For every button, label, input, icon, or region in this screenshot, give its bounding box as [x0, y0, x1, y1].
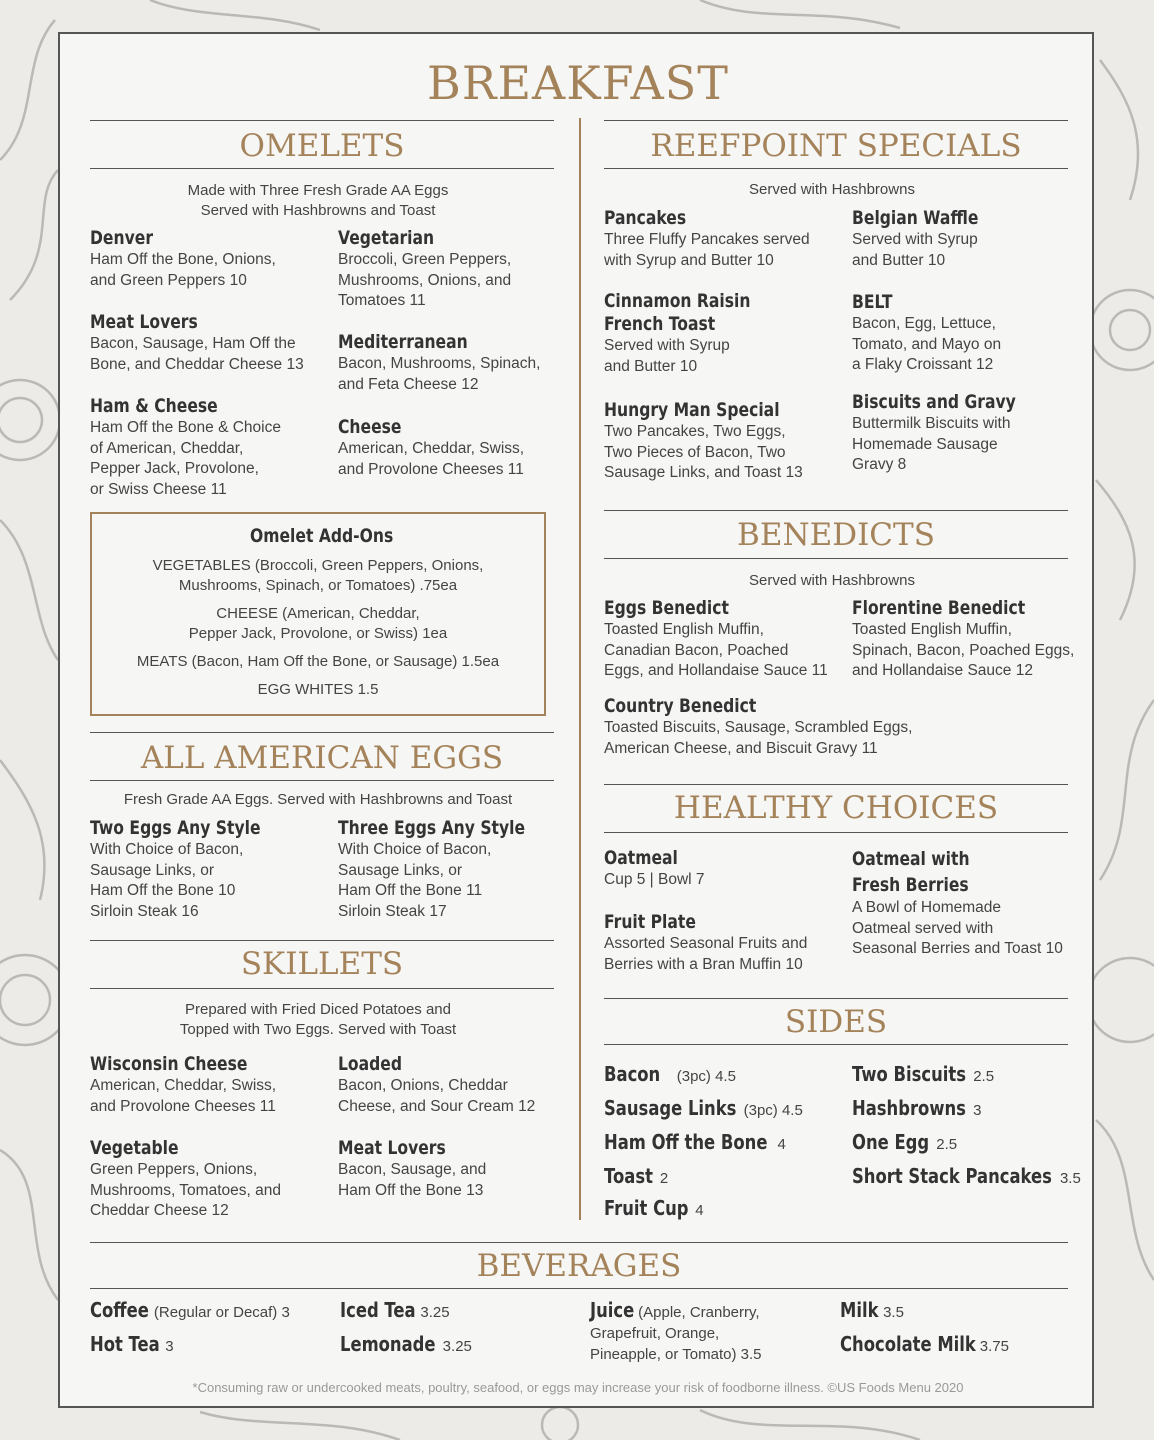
omelet-addons-box [90, 512, 546, 716]
item-desc: Toasted English Muffin, Spinach, Bacon, Poached Eggs, and Hollandaise Sauce 12 [852, 621, 1075, 679]
beverage-item [840, 1298, 904, 1322]
item-desc: Buttermilk Biscuits with Homemade Sausage Gravy 8 [852, 415, 1011, 473]
item-name: Ham & Cheese [90, 395, 218, 417]
side-item [604, 1196, 704, 1220]
item-name: Eggs Benedict [604, 597, 729, 619]
menu-title: BREAKFAST [427, 56, 729, 110]
beverage-name: Milk [840, 1298, 879, 1322]
side-name: Two Biscuits [852, 1062, 967, 1086]
addon-line: VEGETABLES (Broccoli, Green Peppers, Onions, Mushrooms, Spinach, or Tomatoes) .75ea [152, 557, 484, 594]
addon-line: CHEESE (American, Cheddar, Pepper Jack, Provolone, or Swiss) 1ea [188, 605, 448, 642]
item-name: Biscuits and Gravy [852, 391, 1016, 413]
menu-item [604, 290, 844, 377]
side-item [604, 1096, 803, 1120]
beverage-item [90, 1332, 174, 1356]
item-desc: Bacon, Onions, Cheddar Cheese, and Sour Cream 12 [338, 1077, 536, 1115]
beverage-item [340, 1298, 450, 1322]
item-name: Meat Lovers [338, 1137, 446, 1159]
specials-heading: REEFPOINT SPECIALS [650, 128, 1022, 164]
item-desc: Ham Off the Bone & Choice of American, Cheddar, Pepper Jack, Provolone, or Swiss Cheese 11 [90, 419, 281, 498]
side-item [852, 1096, 981, 1120]
beverage-price: 3.5 [878, 1304, 904, 1321]
footer-disclaimer: *Consuming raw or undercooked meats, poultry, seafood, or eggs may increase your risk of foodborne illness. ©US Foods Menu 2020 [192, 1380, 964, 1395]
item-name: Cheese [338, 416, 402, 438]
benedicts-heading: BENEDICTS [737, 517, 935, 553]
item-name: Meat Lovers [90, 311, 198, 333]
item-name: Loaded [338, 1053, 403, 1075]
section-rule [90, 780, 554, 781]
beverage-name: Iced Tea [340, 1298, 416, 1322]
beverage-name: Juice [590, 1298, 635, 1322]
side-item [852, 1062, 994, 1086]
side-item [604, 1062, 736, 1086]
side-name: Bacon [604, 1062, 661, 1086]
beverage-item [340, 1332, 472, 1356]
menu-item [604, 694, 1064, 759]
item-desc: With Choice of Bacon, Sausage Links, or Ham Off the Bone 11 Sirloin Steak 17 [338, 841, 492, 920]
menu-item [338, 1052, 568, 1117]
side-price: (3pc) 4.5 [739, 1102, 803, 1119]
benedicts-note: Served with Hashbrowns [749, 572, 915, 589]
menu-item [90, 310, 330, 375]
section-rule [604, 1044, 1068, 1045]
item-name: Oatmeal [604, 847, 678, 869]
menu-item [338, 226, 568, 312]
item-name: BELT [852, 291, 893, 313]
beverage-item [840, 1332, 1009, 1356]
item-name: Wisconsin Cheese [90, 1053, 248, 1075]
side-name: Short Stack Pancakes [852, 1164, 1052, 1188]
beverage-price: 3 [161, 1338, 174, 1355]
side-price: 4 [773, 1136, 786, 1153]
item-name: Country Benedict [604, 695, 757, 717]
section-rule [90, 1288, 1068, 1289]
american-eggs-heading: ALL AMERICAN EGGS [140, 740, 504, 776]
beverage-item [90, 1298, 290, 1322]
beverage-price: 3.25 [416, 1304, 450, 1321]
item-name: Three Eggs Any Style [338, 817, 526, 839]
item-desc: Bacon, Mushrooms, Spinach, and Feta Cheese 12 [338, 355, 541, 393]
item-name: Vegetable [90, 1137, 179, 1159]
side-price: 2.5 [932, 1136, 958, 1153]
section-rule [90, 940, 554, 941]
menu-item [90, 394, 330, 500]
section-rule [90, 732, 554, 733]
item-desc: Served with Syrup and Butter 10 [604, 337, 730, 375]
side-name: Toast [604, 1164, 653, 1188]
item-desc: American, Cheddar, Swiss, and Provolone Cheeses 11 [90, 1077, 277, 1115]
menu-item [338, 330, 568, 395]
beverage-price: 3.75 [975, 1338, 1009, 1355]
column-divider [579, 118, 581, 1220]
section-rule [604, 120, 1068, 121]
item-desc: Three Fluffy Pancakes served with Syrup and Butter 10 [604, 231, 810, 269]
menu-item [338, 415, 568, 480]
beverage-price: 3.25 [438, 1338, 472, 1355]
side-name: Ham Off the Bone [604, 1130, 768, 1154]
section-rule [604, 168, 1068, 169]
menu-item [338, 816, 568, 922]
item-name: Pancakes [604, 207, 687, 229]
beverage-price: (Apple, Cranberry, [633, 1304, 760, 1321]
side-price: 2 [655, 1170, 669, 1187]
section-rule [604, 832, 1068, 833]
item-name: Florentine Benedict [852, 597, 1026, 619]
item-name: Belgian Waffle [852, 207, 979, 229]
section-rule [90, 168, 554, 169]
sides-heading: SIDES [784, 1004, 888, 1040]
item-name: Cinnamon Raisin French Toast [604, 290, 751, 335]
item-desc: Toasted English Muffin, Canadian Bacon, Poached Eggs, and Hollandaise Sauce 11 [604, 621, 828, 679]
beverage-item [590, 1298, 760, 1322]
item-desc: Bacon, Sausage, and Ham Off the Bone 13 [338, 1161, 487, 1199]
skillets-heading: SKILLETS [240, 946, 404, 982]
juice-options: Grapefruit, Orange, Pineapple, or Tomato) 3.5 [590, 1325, 762, 1363]
side-name: One Egg [852, 1130, 930, 1154]
item-desc: With Choice of Bacon, Sausage Links, or Ham Off the Bone 10 Sirloin Steak 16 [90, 841, 244, 920]
side-price: 2.5 [969, 1068, 995, 1085]
section-rule [604, 558, 1068, 559]
side-item [604, 1130, 786, 1154]
item-name: Fruit Plate [604, 911, 696, 933]
item-desc: Toasted Biscuits, Sausage, Scrambled Eggs, American Cheese, and Biscuit Gravy 11 [604, 719, 913, 757]
item-name: Hungry Man Special [604, 399, 780, 421]
omelets-note: Made with Three Fresh Grade AA Eggs Served with Hashbrowns and Toast [187, 182, 449, 219]
item-desc: Green Peppers, Onions, Mushrooms, Tomatoes, and Cheddar Cheese 12 [90, 1161, 281, 1219]
item-name: Two Eggs Any Style [90, 817, 261, 839]
beverage-price: (Regular or Decaf) 3 [149, 1304, 290, 1321]
menu-item [90, 816, 330, 922]
item-desc: Cup 5 | Bowl 7 [604, 871, 705, 888]
item-desc: Bacon, Sausage, Ham Off the Bone, and Cheddar Cheese 13 [90, 335, 304, 373]
menu-item [338, 1136, 568, 1201]
menu-item [604, 206, 844, 271]
item-desc: Ham Off the Bone, Onions, and Green Peppers 10 [90, 251, 276, 289]
section-rule [90, 1242, 1068, 1243]
menu-item [604, 846, 844, 891]
american-eggs-note: Fresh Grade AA Eggs. Served with Hashbrowns and Toast [123, 791, 513, 808]
side-name: Fruit Cup [604, 1196, 689, 1220]
item-name: Vegetarian [338, 227, 435, 249]
item-desc: Bacon, Egg, Lettuce, Tomato, and Mayo on a Flaky Croissant 12 [852, 315, 1002, 373]
side-price: 3 [968, 1102, 982, 1119]
beverages-heading: BEVERAGES [476, 1248, 682, 1284]
menu-item [852, 596, 1092, 682]
addon-line: EGG WHITES 1.5 [257, 681, 379, 698]
menu-item [90, 1136, 330, 1222]
menu-item [90, 226, 330, 291]
item-name: Denver [90, 227, 153, 249]
menu-item [852, 846, 1092, 960]
menu-item [852, 206, 1082, 271]
menu-item [852, 290, 1082, 376]
specials-note: Served with Hashbrowns [749, 181, 915, 198]
menu-item [604, 910, 844, 975]
section-rule [604, 784, 1068, 785]
addons-title: Omelet Add-Ons [250, 525, 394, 547]
menu-card [58, 32, 1094, 1408]
beverage-name: Lemonade [340, 1332, 436, 1356]
beverage-name: Coffee [90, 1298, 149, 1322]
side-name: Sausage Links [604, 1096, 737, 1120]
beverage-name: Hot Tea [90, 1332, 160, 1356]
item-name: Oatmeal with Fresh Berries [852, 848, 970, 896]
healthy-heading: HEALTHY CHOICES [673, 790, 999, 826]
menu-item [90, 1052, 330, 1117]
side-price: 3.5 [1055, 1170, 1081, 1187]
side-price: (3pc) 4.5 [672, 1068, 736, 1085]
section-rule [90, 120, 554, 121]
menu-item [852, 390, 1082, 476]
side-price: 4 [691, 1202, 704, 1219]
item-desc: Assorted Seasonal Fruits and Berries with a Bran Muffin 10 [604, 935, 808, 973]
omelets-heading: OMELETS [239, 128, 405, 164]
skillets-note: Prepared with Fried Diced Potatoes and Topped with Two Eggs. Served with Toast [179, 1001, 457, 1038]
side-item [604, 1164, 668, 1188]
section-rule [90, 988, 554, 989]
side-item [852, 1130, 957, 1154]
item-desc: Two Pancakes, Two Eggs, Two Pieces of Bacon, Two Sausage Links, and Toast 13 [604, 423, 803, 481]
beverage-name: Chocolate Milk [840, 1332, 976, 1356]
item-desc: Broccoli, Green Peppers, Mushrooms, Onions, and Tomatoes 11 [338, 251, 512, 309]
side-name: Hashbrowns [852, 1096, 966, 1120]
side-item [852, 1164, 1081, 1188]
item-desc: A Bowl of Homemade Oatmeal served with Seasonal Berries and Toast 10 [852, 899, 1063, 957]
section-rule [604, 510, 1068, 511]
item-desc: American, Cheddar, Swiss, and Provolone Cheeses 11 [338, 440, 525, 478]
item-name: Mediterranean [338, 331, 468, 353]
menu-item [604, 596, 844, 682]
section-rule [604, 998, 1068, 999]
item-desc: Served with Syrup and Butter 10 [852, 231, 978, 269]
menu-item [604, 398, 844, 484]
addon-line: MEATS (Bacon, Ham Off the Bone, or Sausage) 1.5ea [136, 653, 500, 670]
